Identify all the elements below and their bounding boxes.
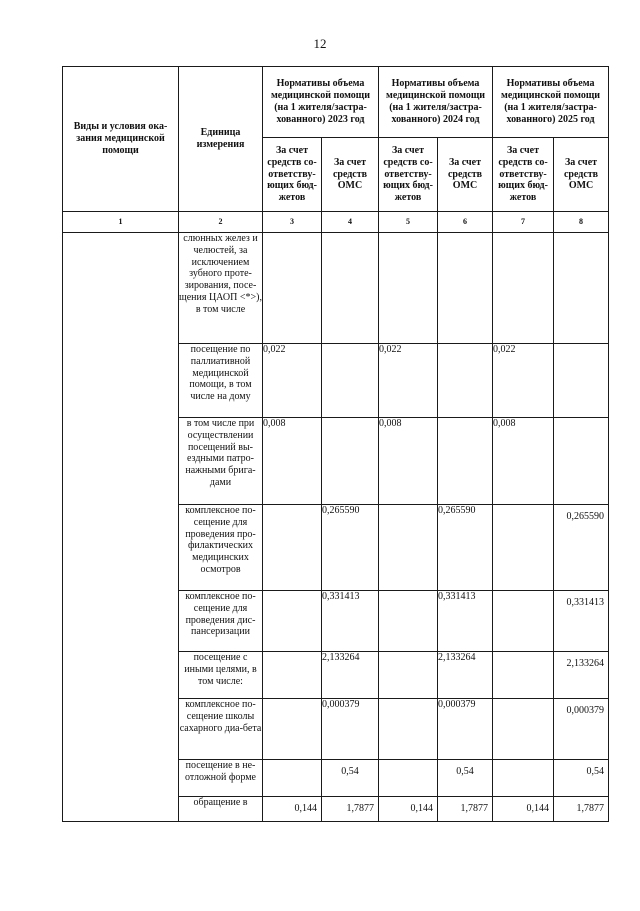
value-cell: 0,331413	[322, 591, 379, 652]
header-oms-2024: За счет средств ОМС	[438, 138, 493, 212]
value-cell	[493, 699, 554, 760]
value-cell	[554, 418, 609, 505]
value-cell	[263, 652, 322, 699]
value-cell	[554, 344, 609, 418]
value-cell	[379, 505, 438, 591]
value-cell: 0,144	[263, 797, 322, 822]
value-cell: 1,7877	[438, 797, 493, 822]
table-row	[63, 233, 609, 344]
value-cell: 0,008	[493, 418, 554, 505]
header-oms-2023: За счет средств ОМС	[322, 138, 379, 212]
value-cell: 2,133264	[554, 652, 609, 699]
value-cell	[493, 505, 554, 591]
header-row-years	[63, 67, 609, 138]
value-cell: 0,144	[379, 797, 438, 822]
value-cell: 0,265590	[438, 505, 493, 591]
header-unit: Единица измерения	[179, 67, 263, 212]
header-budget-2024: За счет средств со-ответству-ющих бюд-жетов	[379, 138, 438, 212]
column-number: 2	[179, 212, 263, 233]
value-cell: 0,000379	[322, 699, 379, 760]
column-number: 8	[554, 212, 609, 233]
header-kinds: Виды и условия ока-зания медицинской помощи	[63, 67, 179, 212]
value-cell	[263, 699, 322, 760]
value-cell	[322, 418, 379, 505]
value-cell: 1,7877	[322, 797, 379, 822]
value-cell	[263, 591, 322, 652]
value-cell	[263, 760, 322, 797]
column-number: 4	[322, 212, 379, 233]
value-cell: 0,144	[493, 797, 554, 822]
header-oms-2025: За счет средств ОМС	[554, 138, 609, 212]
value-cell: 0,54	[322, 760, 379, 797]
unit-cell: в том числе при осуществлении посещений вы-ездными патро-нажными брига-дами	[179, 418, 263, 505]
value-cell: 1,7877	[554, 797, 609, 822]
value-cell	[322, 344, 379, 418]
header-year-2024: Нормативы объема медицинской помощи (на 1 жителя/застра-хованного) 2024 год	[379, 67, 493, 138]
value-cell: 0,022	[379, 344, 438, 418]
value-cell	[263, 505, 322, 591]
value-cell: 0,008	[379, 418, 438, 505]
unit-cell: комплексное по-сещение школы сахарного диа-бета	[179, 699, 263, 760]
column-number: 7	[493, 212, 554, 233]
page-number: 12	[313, 36, 327, 51]
column-number: 6	[438, 212, 493, 233]
value-cell	[493, 233, 554, 344]
value-cell	[554, 233, 609, 344]
value-cell	[493, 760, 554, 797]
kinds-cell	[63, 233, 179, 822]
value-cell	[438, 233, 493, 344]
header-year-2023: Нормативы объема медицинской помощи (на 1 жителя/застра-хованного) 2023 год	[263, 67, 379, 138]
unit-cell: посещение в не-отложной форме	[179, 760, 263, 797]
column-number: 3	[263, 212, 322, 233]
value-cell: 0,54	[554, 760, 609, 797]
unit-cell: посещение с иными целями, в том числе:	[179, 652, 263, 699]
value-cell	[379, 652, 438, 699]
header-budget-2023: За счет средств со-ответству-ющих бюд-жетов	[263, 138, 322, 212]
unit-cell: слюнных желез и челюстей, за исключением зубного проте-зирования, посе-щения ЦАОП <*>), в том числе	[179, 233, 263, 344]
value-cell: 0,000379	[438, 699, 493, 760]
header-year-2025: Нормативы объема медицинской помощи (на 1 жителя/застра-хованного) 2025 год	[493, 67, 609, 138]
value-cell	[379, 591, 438, 652]
value-cell	[379, 760, 438, 797]
value-cell	[379, 699, 438, 760]
header-budget-2025: За счет средств со-ответству-ющих бюд-жетов	[493, 138, 554, 212]
column-number: 1	[63, 212, 179, 233]
value-cell: 0,022	[263, 344, 322, 418]
value-cell: 0,331413	[438, 591, 493, 652]
value-cell	[438, 344, 493, 418]
value-cell: 0,331413	[554, 591, 609, 652]
value-cell	[493, 591, 554, 652]
value-cell	[379, 233, 438, 344]
unit-cell: обращение в	[179, 797, 263, 822]
value-cell: 0,265590	[322, 505, 379, 591]
value-cell	[322, 233, 379, 344]
unit-cell: комплексное по-сещение для проведения дис-пансеризации	[179, 591, 263, 652]
unit-cell: комплексное по-сещение для проведения про-филактических медицинских осмотров	[179, 505, 263, 591]
value-cell: 0,265590	[554, 505, 609, 591]
value-cell: 0,54	[438, 760, 493, 797]
value-cell	[493, 652, 554, 699]
value-cell: 0,000379	[554, 699, 609, 760]
norms-table	[62, 66, 609, 822]
value-cell: 0,022	[493, 344, 554, 418]
value-cell: 2,133264	[322, 652, 379, 699]
unit-cell: посещение по паллиативной медицинской помощи, в том числе на дому	[179, 344, 263, 418]
value-cell	[263, 233, 322, 344]
value-cell: 2,133264	[438, 652, 493, 699]
column-number: 5	[379, 212, 438, 233]
value-cell	[438, 418, 493, 505]
value-cell: 0,008	[263, 418, 322, 505]
column-numbers-row	[63, 212, 609, 233]
